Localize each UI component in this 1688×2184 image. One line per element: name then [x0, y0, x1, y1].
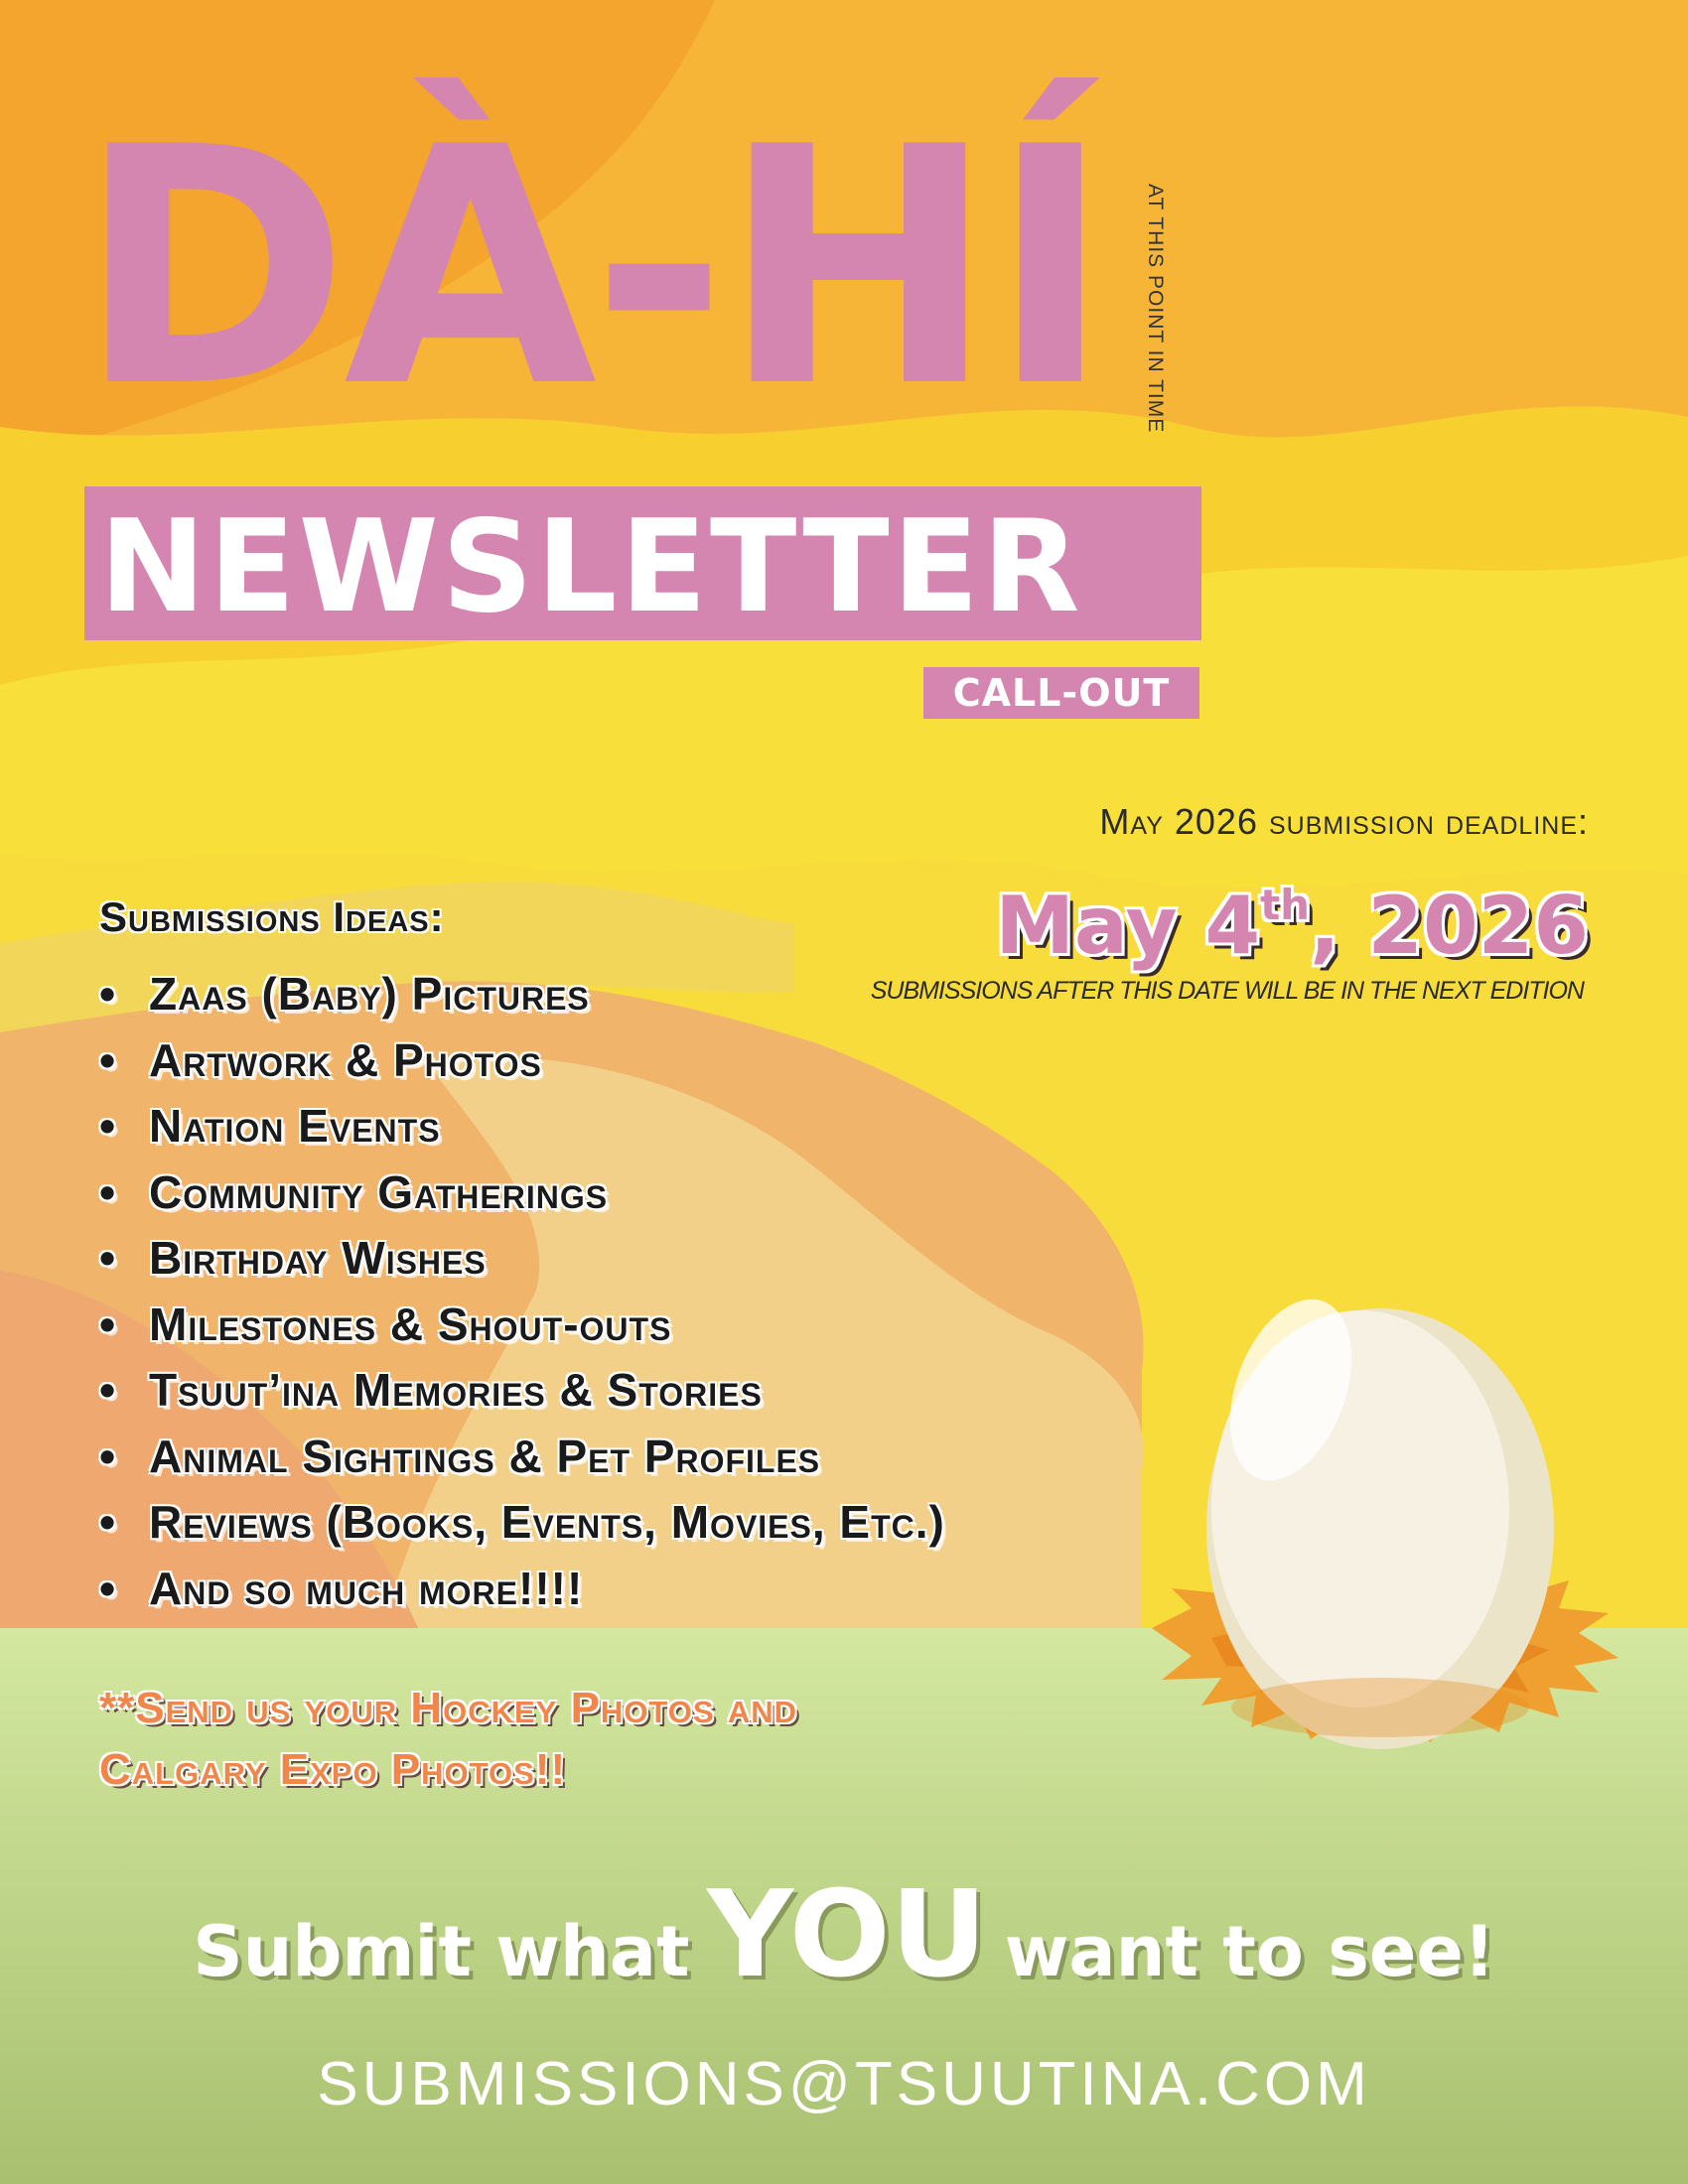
list-item	[99, 1357, 1142, 1424]
list-item	[99, 1093, 1142, 1160]
list-item	[99, 1027, 1142, 1094]
ideas-list	[99, 961, 1142, 1626]
bullet-icon: •	[99, 1364, 117, 1416]
list-item-label: Reviews (Books, Events, Movies, Etc.)	[149, 1496, 945, 1548]
list-item	[99, 961, 1142, 1027]
submission-email: SUBMISSIONS@TSUUTINA.COM	[317, 2050, 1371, 2118]
bullet-icon: •	[99, 1496, 117, 1548]
list-item-label: And so much more!!!!	[149, 1562, 584, 1614]
list-item	[99, 1424, 1142, 1490]
bullet-icon: •	[99, 1100, 117, 1152]
list-item-label: Tsuut’ina Memories & Stories	[149, 1364, 763, 1416]
hockey-note-line: **Send us your Hockey Photos and	[99, 1684, 797, 1732]
list-item	[99, 1225, 1142, 1292]
list-item-label: Milestones & Shout-outs	[149, 1297, 672, 1350]
deadline-date-suffix: th	[1260, 881, 1311, 929]
list-item-label: Zaas (Baby) Pictures	[149, 968, 590, 1020]
cta-part2: want to see!	[1004, 1911, 1495, 1992]
deadline-note: SUBMISSIONS AFTER THIS DATE WILL BE IN THE NEXT EDITION	[870, 977, 1584, 1005]
deadline-month-day: May 4	[995, 880, 1261, 972]
masthead-title: DÀ-HÍ	[77, 77, 1106, 459]
hockey-note-line: Calgary Expo Photos!!	[99, 1745, 567, 1794]
bullet-icon: •	[99, 1430, 117, 1482]
list-item	[99, 1489, 1142, 1556]
bullet-icon: •	[99, 1033, 117, 1086]
newsletter-label: NEWSLETTER	[99, 493, 1083, 641]
list-item-label: Birthday Wishes	[149, 1232, 487, 1284]
callout-label: CALL-OUT	[952, 671, 1171, 715]
list-item-label: Nation Events	[149, 1100, 441, 1152]
egg-in-nest-icon	[1132, 1191, 1628, 1807]
ideas-heading: Submissions Ideas:	[99, 893, 445, 940]
cta-emphasis: YOU	[707, 1866, 988, 2004]
list-item-label: Animal Sightings & Pet Profiles	[149, 1430, 821, 1482]
deadline-label: May 2026 submission deadline:	[1099, 801, 1589, 842]
bullet-icon: •	[99, 1562, 117, 1614]
hockey-expo-note	[99, 1678, 1043, 1827]
cta-part1: Submit what	[193, 1911, 690, 1992]
bullet-icon: •	[99, 968, 117, 1020]
bullet-icon: •	[99, 1232, 117, 1284]
list-item-label: Artwork & Photos	[149, 1033, 542, 1086]
deadline-date	[874, 856, 1589, 972]
deadline-year: , 2026	[1310, 880, 1589, 972]
bullet-icon: •	[99, 1297, 117, 1350]
masthead-tagline: AT THIS POINT IN TIME	[1144, 184, 1167, 434]
call-to-action	[60, 1866, 1628, 2025]
list-item	[99, 1556, 1142, 1622]
bullet-icon: •	[99, 1165, 117, 1218]
list-item-label: Community Gatherings	[149, 1165, 609, 1218]
list-item	[99, 1160, 1142, 1226]
list-item	[99, 1292, 1142, 1358]
